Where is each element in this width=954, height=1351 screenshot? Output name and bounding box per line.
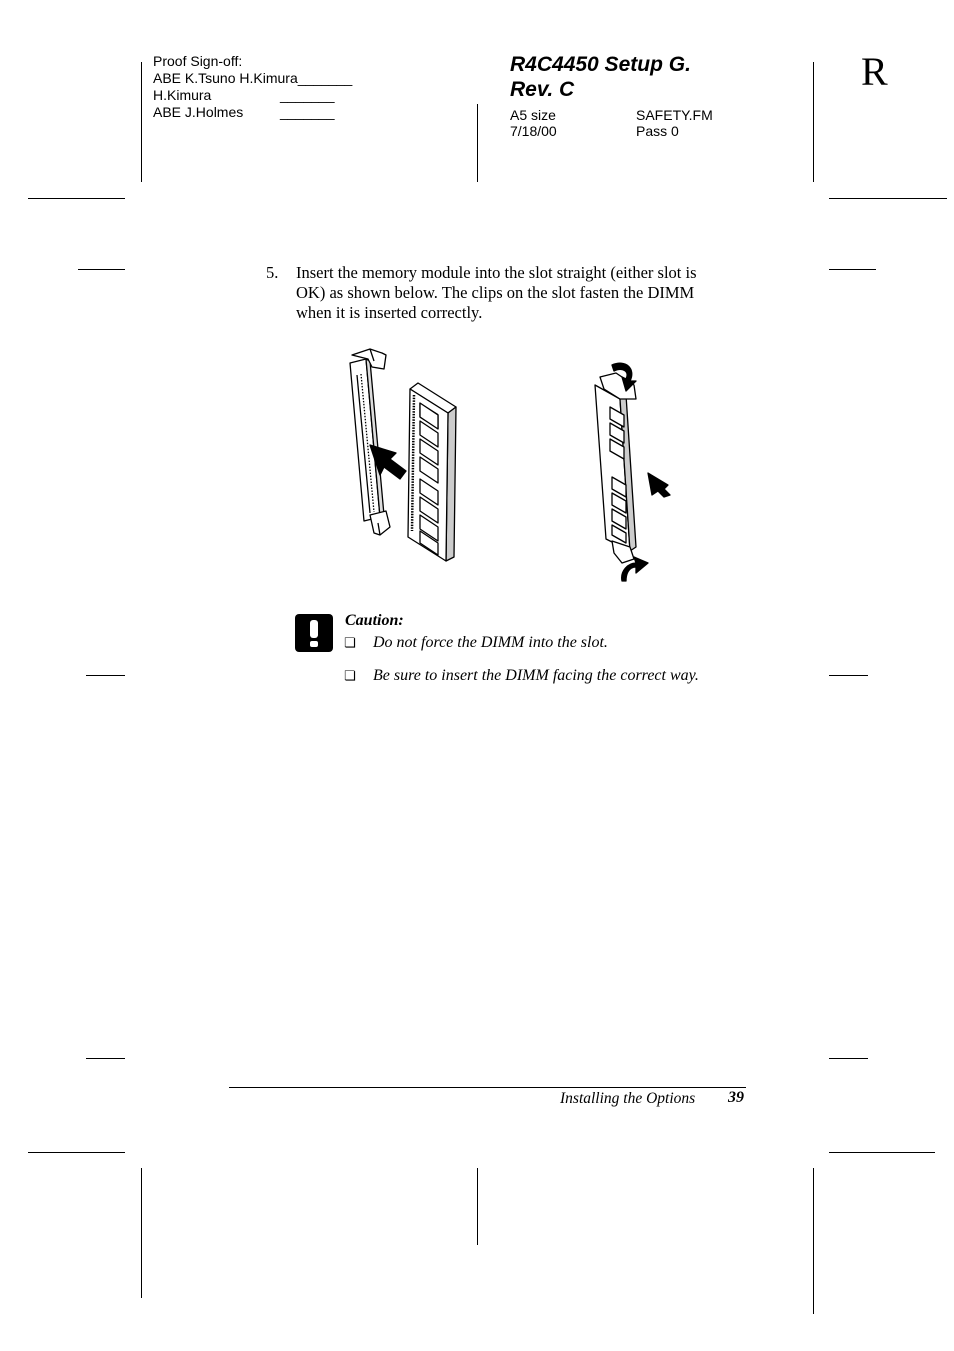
document-meta	[510, 107, 790, 139]
crop-mark	[829, 675, 868, 676]
revision-date: 7/18/00	[510, 123, 557, 139]
caution-title: Caution:	[345, 612, 404, 629]
crop-mark	[477, 1168, 478, 1245]
crop-mark	[829, 1152, 935, 1153]
page-number: 39	[728, 1089, 744, 1106]
checkbox-bullet-icon: ❏	[344, 669, 356, 684]
signature-blank: _______	[280, 87, 335, 103]
crop-mark	[477, 104, 478, 182]
crop-mark	[829, 1058, 868, 1059]
section-title: Installing the Options	[560, 1090, 696, 1107]
crop-mark	[829, 198, 947, 199]
proof-signoff	[153, 53, 373, 121]
crop-mark	[141, 1168, 142, 1298]
proof-line: ABE K.Tsuno H.Kimura_______	[153, 70, 353, 86]
pass-number: Pass 0	[636, 123, 679, 139]
crop-mark	[78, 269, 125, 270]
file-name: SAFETY.FM	[636, 107, 713, 123]
crop-mark	[86, 675, 125, 676]
step-text: Insert the memory module into the slot straight (either slot is OK) as shown below. The clips on the slot fasten the DIMM when it is inserted correctly.	[296, 263, 697, 322]
document-title: R4C4450 Setup G. Rev. C	[510, 53, 691, 101]
footer-rule	[229, 1087, 746, 1088]
dimm-insertion-illustration	[330, 345, 690, 590]
caution-icon	[295, 614, 333, 652]
proof-line: H.Kimura _______	[153, 87, 335, 103]
checkbox-bullet-icon: ❏	[344, 636, 356, 651]
step-number: 5.	[266, 263, 279, 282]
proof-line: ABE J.Holmes _______	[153, 104, 335, 120]
crop-mark	[28, 1152, 125, 1153]
crop-mark	[813, 1168, 814, 1314]
crop-mark	[829, 269, 876, 270]
crop-mark	[141, 62, 142, 182]
crop-mark	[86, 1058, 125, 1059]
signature-blank: _______	[280, 104, 335, 120]
push-arrow-icon	[648, 473, 670, 497]
proof-line: Proof Sign-off:	[153, 53, 243, 69]
crop-mark	[813, 62, 814, 182]
corner-letter: R	[861, 49, 888, 94]
crop-mark	[28, 198, 125, 199]
memory-slot-left	[350, 349, 390, 535]
page-size: A5 size	[510, 107, 556, 123]
